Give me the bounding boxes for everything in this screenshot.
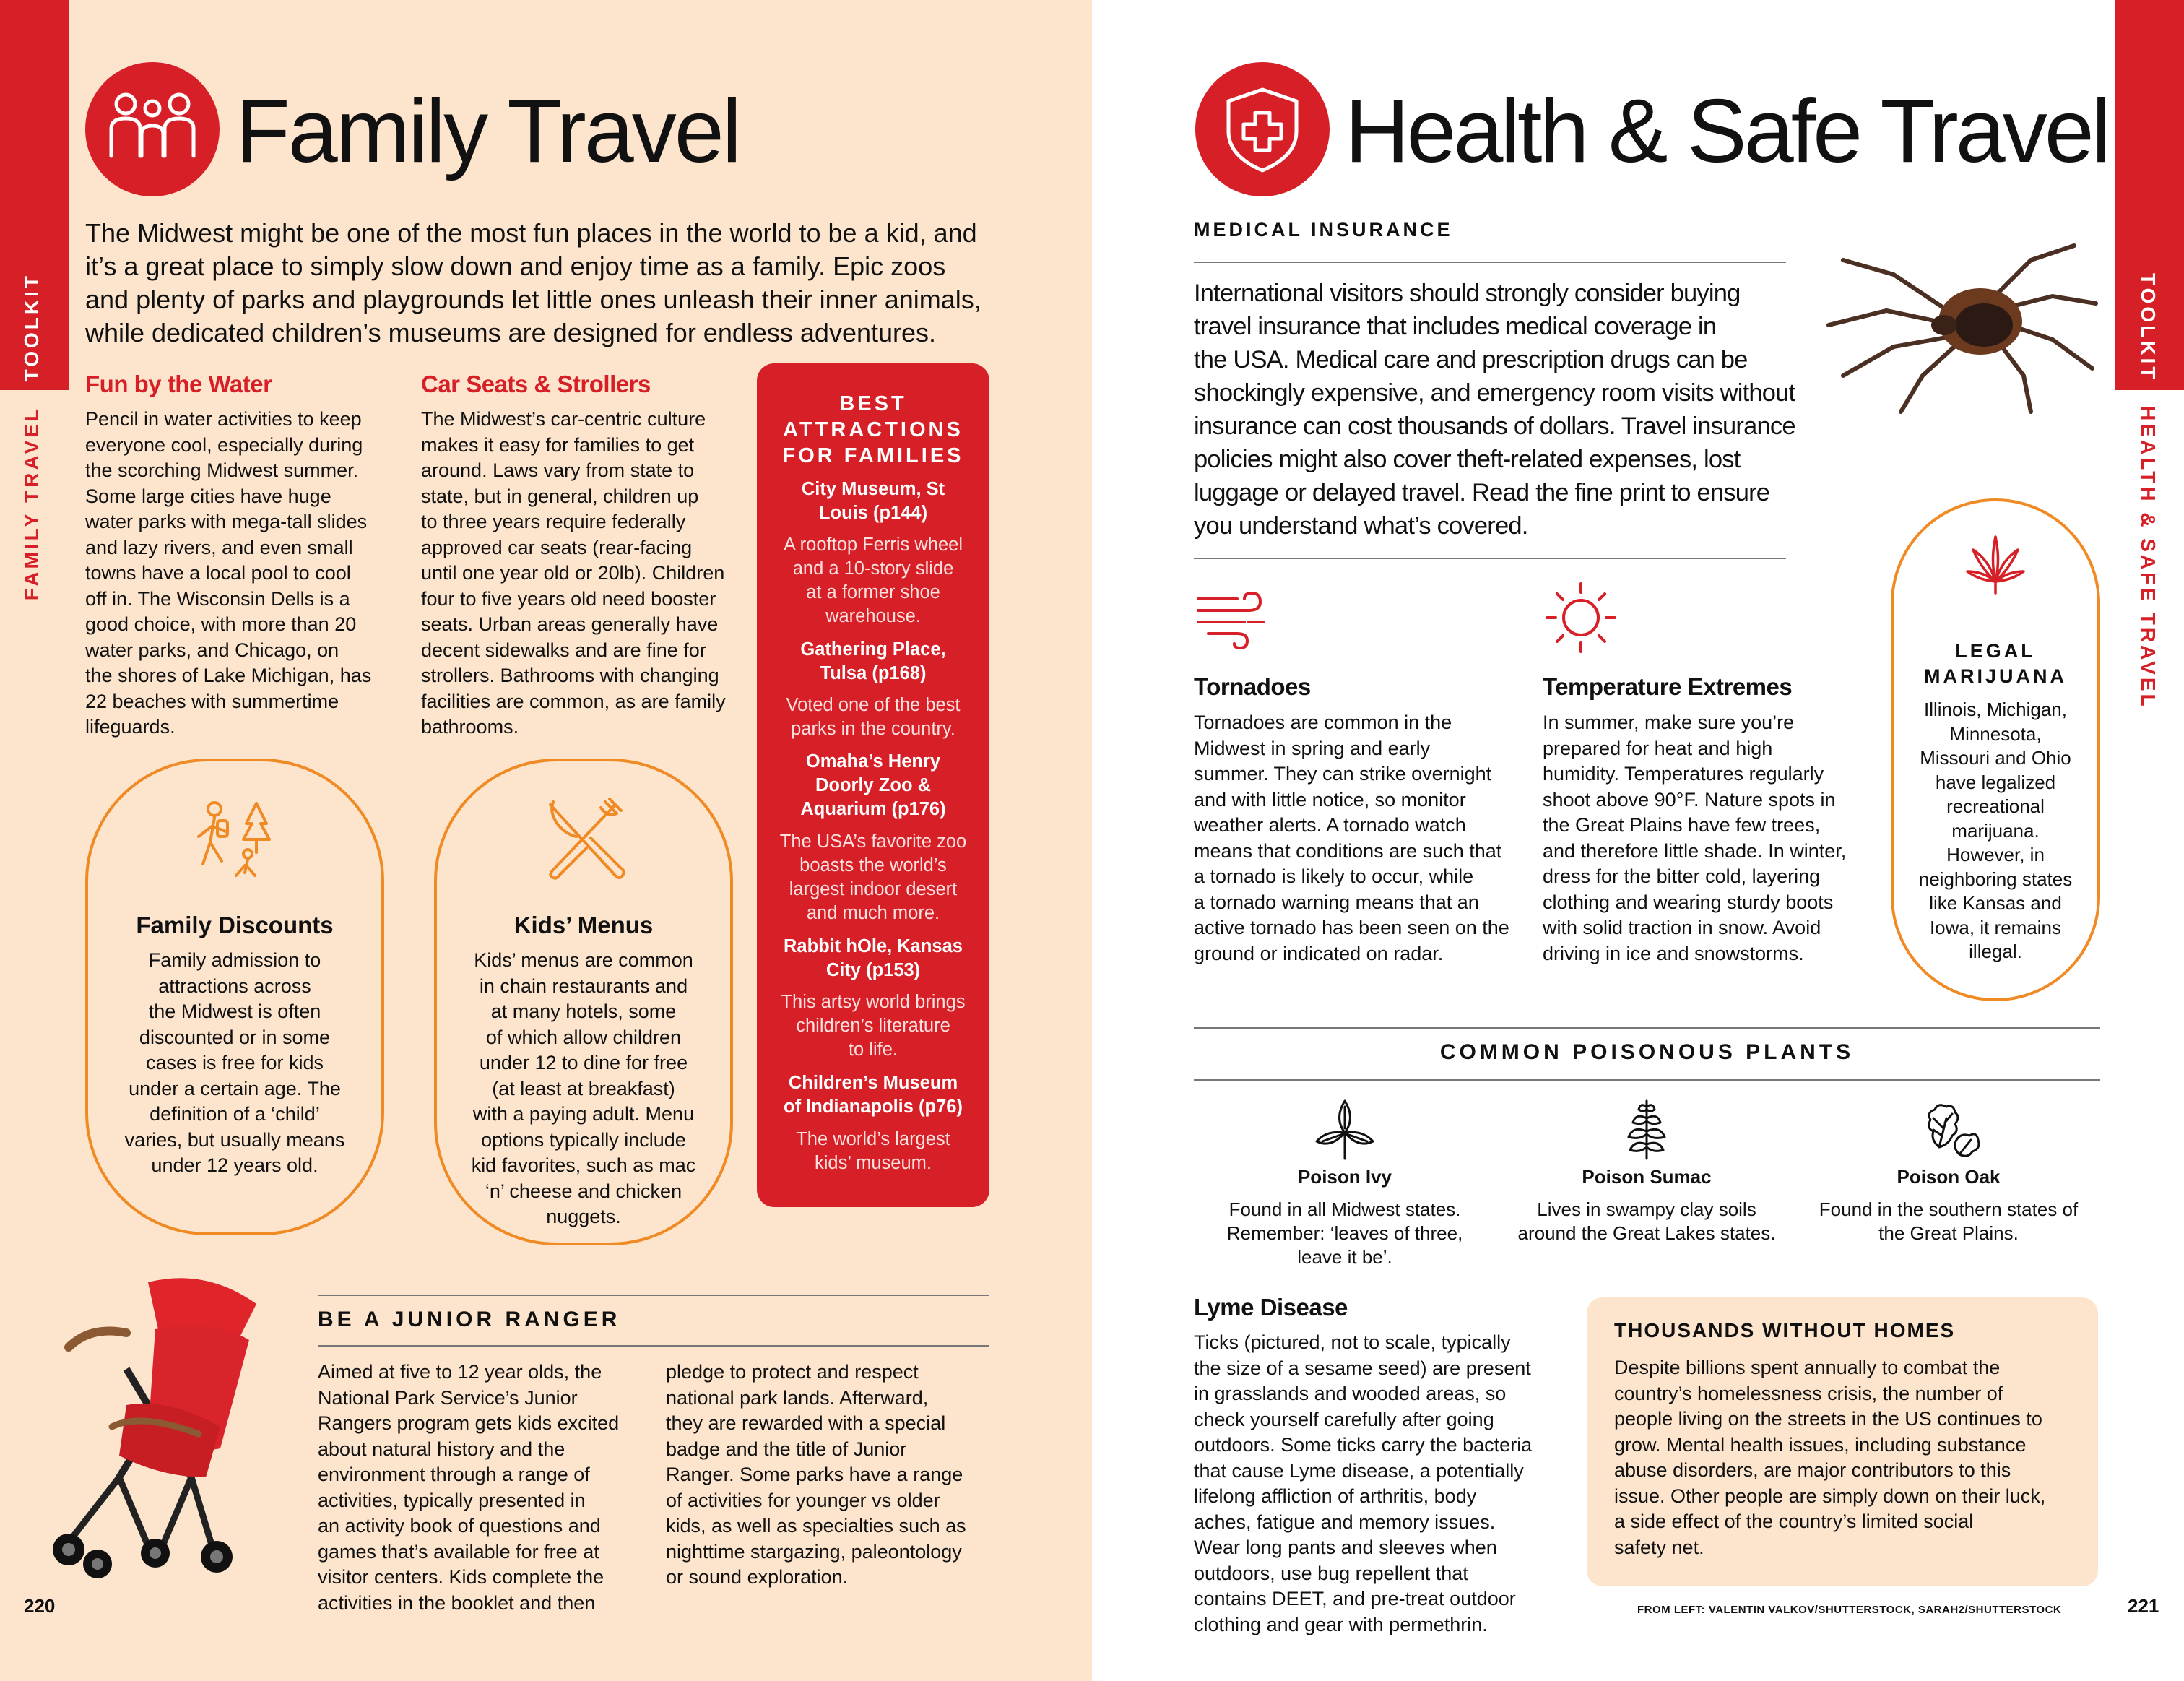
- ranger-heading: BE A JUNIOR RANGER: [318, 1308, 621, 1331]
- attraction-name: Omaha’s Henry Doorly Zoo & Aquarium (p176): [800, 751, 946, 819]
- attraction-name: City Museum, St Louis (p144): [801, 479, 945, 523]
- intro-paragraph: The Midwest might be one of the most fun places in the world to be a kid, and it’s a great place to simply slow down and enjoy time as a family. Epic zoos and plenty of parks and playgrounds let little ones unleash their inner animals, while dedicated children’s museums are designed for endless adventures.: [85, 218, 982, 347]
- homelessness-heading: THOUSANDS WITHOUT HOMES: [1614, 1319, 1956, 1341]
- plants-heading: COMMON POISONOUS PLANTS: [1439, 1040, 1855, 1064]
- homelessness-box: [1587, 1297, 2098, 1586]
- water-text: Pencil in water activities to keep everyone cool, especially during the scorching Midwest summer. Some large cities have huge water parks with mega-tall slides and lazy rivers, and even small towns have a local pool to cool off in. The Wisconsin Dells is a good choice, with more than 20 water parks, and Chicago, on the shores of Lake Michigan, has 22 beaches with summertime lifeguards.: [85, 408, 372, 738]
- family-icon: [85, 62, 220, 196]
- insurance-text: International visitors should strongly consider buying travel insurance that includes medical coverage in the USA. Medical care and prescription drugs can be shockingly expensive, and emergency room visits without insurance can cost thousands of dollars. Travel insurance policies might also cover theft-related expenses, lost luggage or delayed travel. Read the fine print to ensure you understand what’s covered.: [1194, 280, 1795, 540]
- insurance-bottom-rule: [1194, 558, 1786, 559]
- page-title: Health & Safe Travel: [1345, 82, 2109, 181]
- legal-marijuana-text: Illinois, Michigan, Minnesota, Missouri and Ohio have legalized recreational marijuana. However, in neighboring states like Kansas and Iowa, it remains illegal.: [1918, 699, 2073, 962]
- tick-image: [1814, 231, 2103, 419]
- temperature-heading: Temperature Extremes: [1543, 673, 1793, 700]
- plants-top-rule: [1194, 1027, 2100, 1029]
- attraction-name: Rabbit hOle, Kansas City (p153): [784, 936, 963, 980]
- attraction-name: Gathering Place, Tulsa (p168): [800, 639, 946, 683]
- poison-sumac-text: Lives in swampy clay soils around the Great Lakes states.: [1517, 1198, 1776, 1244]
- legal-marijuana-heading: LEGAL MARIJUANA: [1924, 640, 2067, 687]
- family-discounts-heading: Family Discounts: [136, 912, 334, 938]
- insurance-top-rule: [1194, 262, 1786, 263]
- ranger-bottom-rule: [318, 1345, 989, 1347]
- page-number-right: 221: [2128, 1595, 2159, 1617]
- poison-ivy-text: Found in all Midwest states. Remember: ‘leaves of three, leave it be’.: [1226, 1198, 1463, 1268]
- poison-oak-text: Found in the southern states of the Great Plains.: [1819, 1198, 2079, 1244]
- temperature-text: In summer, make sure you’re prepared for heat and high humidity. Temperatures regularly shoot above 90°F. Nature spots in the Great Plains have few trees, and therefore little shade. In winter, dress for the bitter cold, layering clothing and wearing sturdy boots with solid traction in snow. Avoid driving in ice and snowstorms.: [1543, 712, 1847, 964]
- homelessness-text: Despite billions spent annually to combat the country’s homelessness crisis, the number of people living on the streets in the US continues to grow. Mental health issues, including substance abuse disorders, are major contributors to this issue. Other people are simply down on their luck, a side effect of the country’s limited social safety net.: [1614, 1357, 2046, 1558]
- attraction-desc: This artsy world brings children’s literature to life.: [781, 992, 966, 1060]
- photo-credit: FROM LEFT: VALENTIN VALKOV/SHUTTERSTOCK, SARAH2/SHUTTERSTOCK: [1637, 1604, 2062, 1616]
- fork-knife-icon: [540, 795, 627, 889]
- poison-oak-name: Poison Oak: [1897, 1166, 2001, 1188]
- page-number-left: 220: [24, 1595, 56, 1617]
- sun-icon: [1541, 578, 1621, 657]
- attraction-desc: The USA’s favorite zoo boasts the world’s largest indoor desert and much more.: [779, 831, 967, 923]
- left-side-section-label: FAMILY TRAVEL: [20, 406, 43, 601]
- insurance-heading: MEDICAL INSURANCE: [1194, 219, 1453, 241]
- hiker-child-icon: [184, 795, 278, 889]
- right-side-tab-label: TOOLKIT: [2137, 273, 2159, 382]
- lyme-heading: Lyme Disease: [1194, 1294, 1348, 1321]
- tornadoes-heading: Tornadoes: [1194, 673, 1311, 700]
- ranger-text-col1: Aimed at five to 12 year olds, the National Park Service’s Junior Rangers program gets kids excited about natural history and the environment through a range of activities, typically presented in an activity book of questions and games that’s available for free at visitor centers. Kids complete the activities in the booklet and then: [318, 1361, 620, 1614]
- attraction-desc: Voted one of the best parks in the country.: [786, 695, 961, 739]
- attraction-name: Children’s Museum of Indianapolis (p76): [784, 1073, 963, 1117]
- left-side-tab-label: TOOLKIT: [20, 273, 43, 382]
- best-attractions-heading: BEST ATTRACTIONS FOR FAMILIES: [782, 392, 964, 467]
- car-seats-text: The Midwest’s car-centric culture makes it easy for families to get around. Laws vary from state to state, but in general, children up to three years require federally approved car seats (rear-facing until one year old or 20lb). Children four to five years old need booster seats. Urban areas generally have decent sidewalks and are fine for strollers. Bathrooms with changing facilities are common, as are family bathrooms.: [421, 408, 726, 738]
- water-heading: Fun by the Water: [85, 371, 272, 397]
- shield-cross-icon: [1195, 62, 1330, 196]
- stroller-image: [40, 1261, 307, 1578]
- poison-sumac-icon: [1614, 1097, 1679, 1162]
- poison-oak-icon: [1918, 1097, 1982, 1162]
- poison-ivy-icon: [1312, 1097, 1377, 1162]
- wind-icon: [1194, 582, 1273, 654]
- plants-bottom-rule: [1194, 1079, 2100, 1081]
- car-seats-heading: Car Seats & Strollers: [421, 371, 651, 397]
- cannabis-leaf-icon: [1963, 531, 2028, 596]
- kids-menus-heading: Kids’ Menus: [514, 912, 654, 938]
- poison-sumac-name: Poison Sumac: [1582, 1166, 1712, 1188]
- family-discounts-text: Family admission to attractions across the Midwest is often discounted or in some cases is free for kids under a certain age. The definition of a ‘child’ varies, but usually means under 12 years old.: [124, 949, 345, 1176]
- poison-ivy-name: Poison Ivy: [1297, 1166, 1392, 1188]
- attraction-desc: The world’s largest kids’ museum.: [796, 1129, 950, 1173]
- ranger-top-rule: [318, 1295, 989, 1296]
- lyme-text: Ticks (pictured, not to scale, typically the size of a sesame seed) are present in grasslands and wooded areas, so check yourself carefully after going outdoors. Some ticks carry the bacteria that cause Lyme disease, a potentially lifelong affliction of arthritis, body aches, fatigue and memory issues. Wear long pants and sleeves when outdoors, use bug repellent that contains DEET, and pre-treat outdoor clothing and gear with permethrin.: [1194, 1331, 1533, 1635]
- tornadoes-text: Tornadoes are common in the Midwest in spring and early summer. They can strike overnight and with little notice, so monitor weather alerts. A tornado watch means that conditions are such that a tornado is likely to occur, while a tornado warning means that an active tornado has been seen on the ground or indicated on radar.: [1194, 712, 1509, 964]
- page-title: Family Travel: [235, 82, 740, 181]
- kids-menus-text: Kids’ menus are common in chain restaurants and at many hotels, some of which allow children under 12 to dine for free (at least at breakfast) with a paying adult. Menu options typically include kid favorites, such as mac ‘n’ cheese and chicken nuggets.: [471, 949, 696, 1227]
- right-side-section-label: HEALTH & SAFE TRAVEL: [2137, 406, 2159, 709]
- best-attractions-box: [757, 363, 989, 1207]
- ranger-text-col2: pledge to protect and respect national park lands. Afterward, they are rewarded with a special badge and the title of Junior Ranger. Some parks have a range of activities for younger vs older kids, as well as specialties such as nighttime stargazing, paleontology or sound exploration.: [666, 1361, 966, 1588]
- attraction-desc: A rooftop Ferris wheel and a 10-story slide at a former shoe warehouse.: [783, 535, 963, 626]
